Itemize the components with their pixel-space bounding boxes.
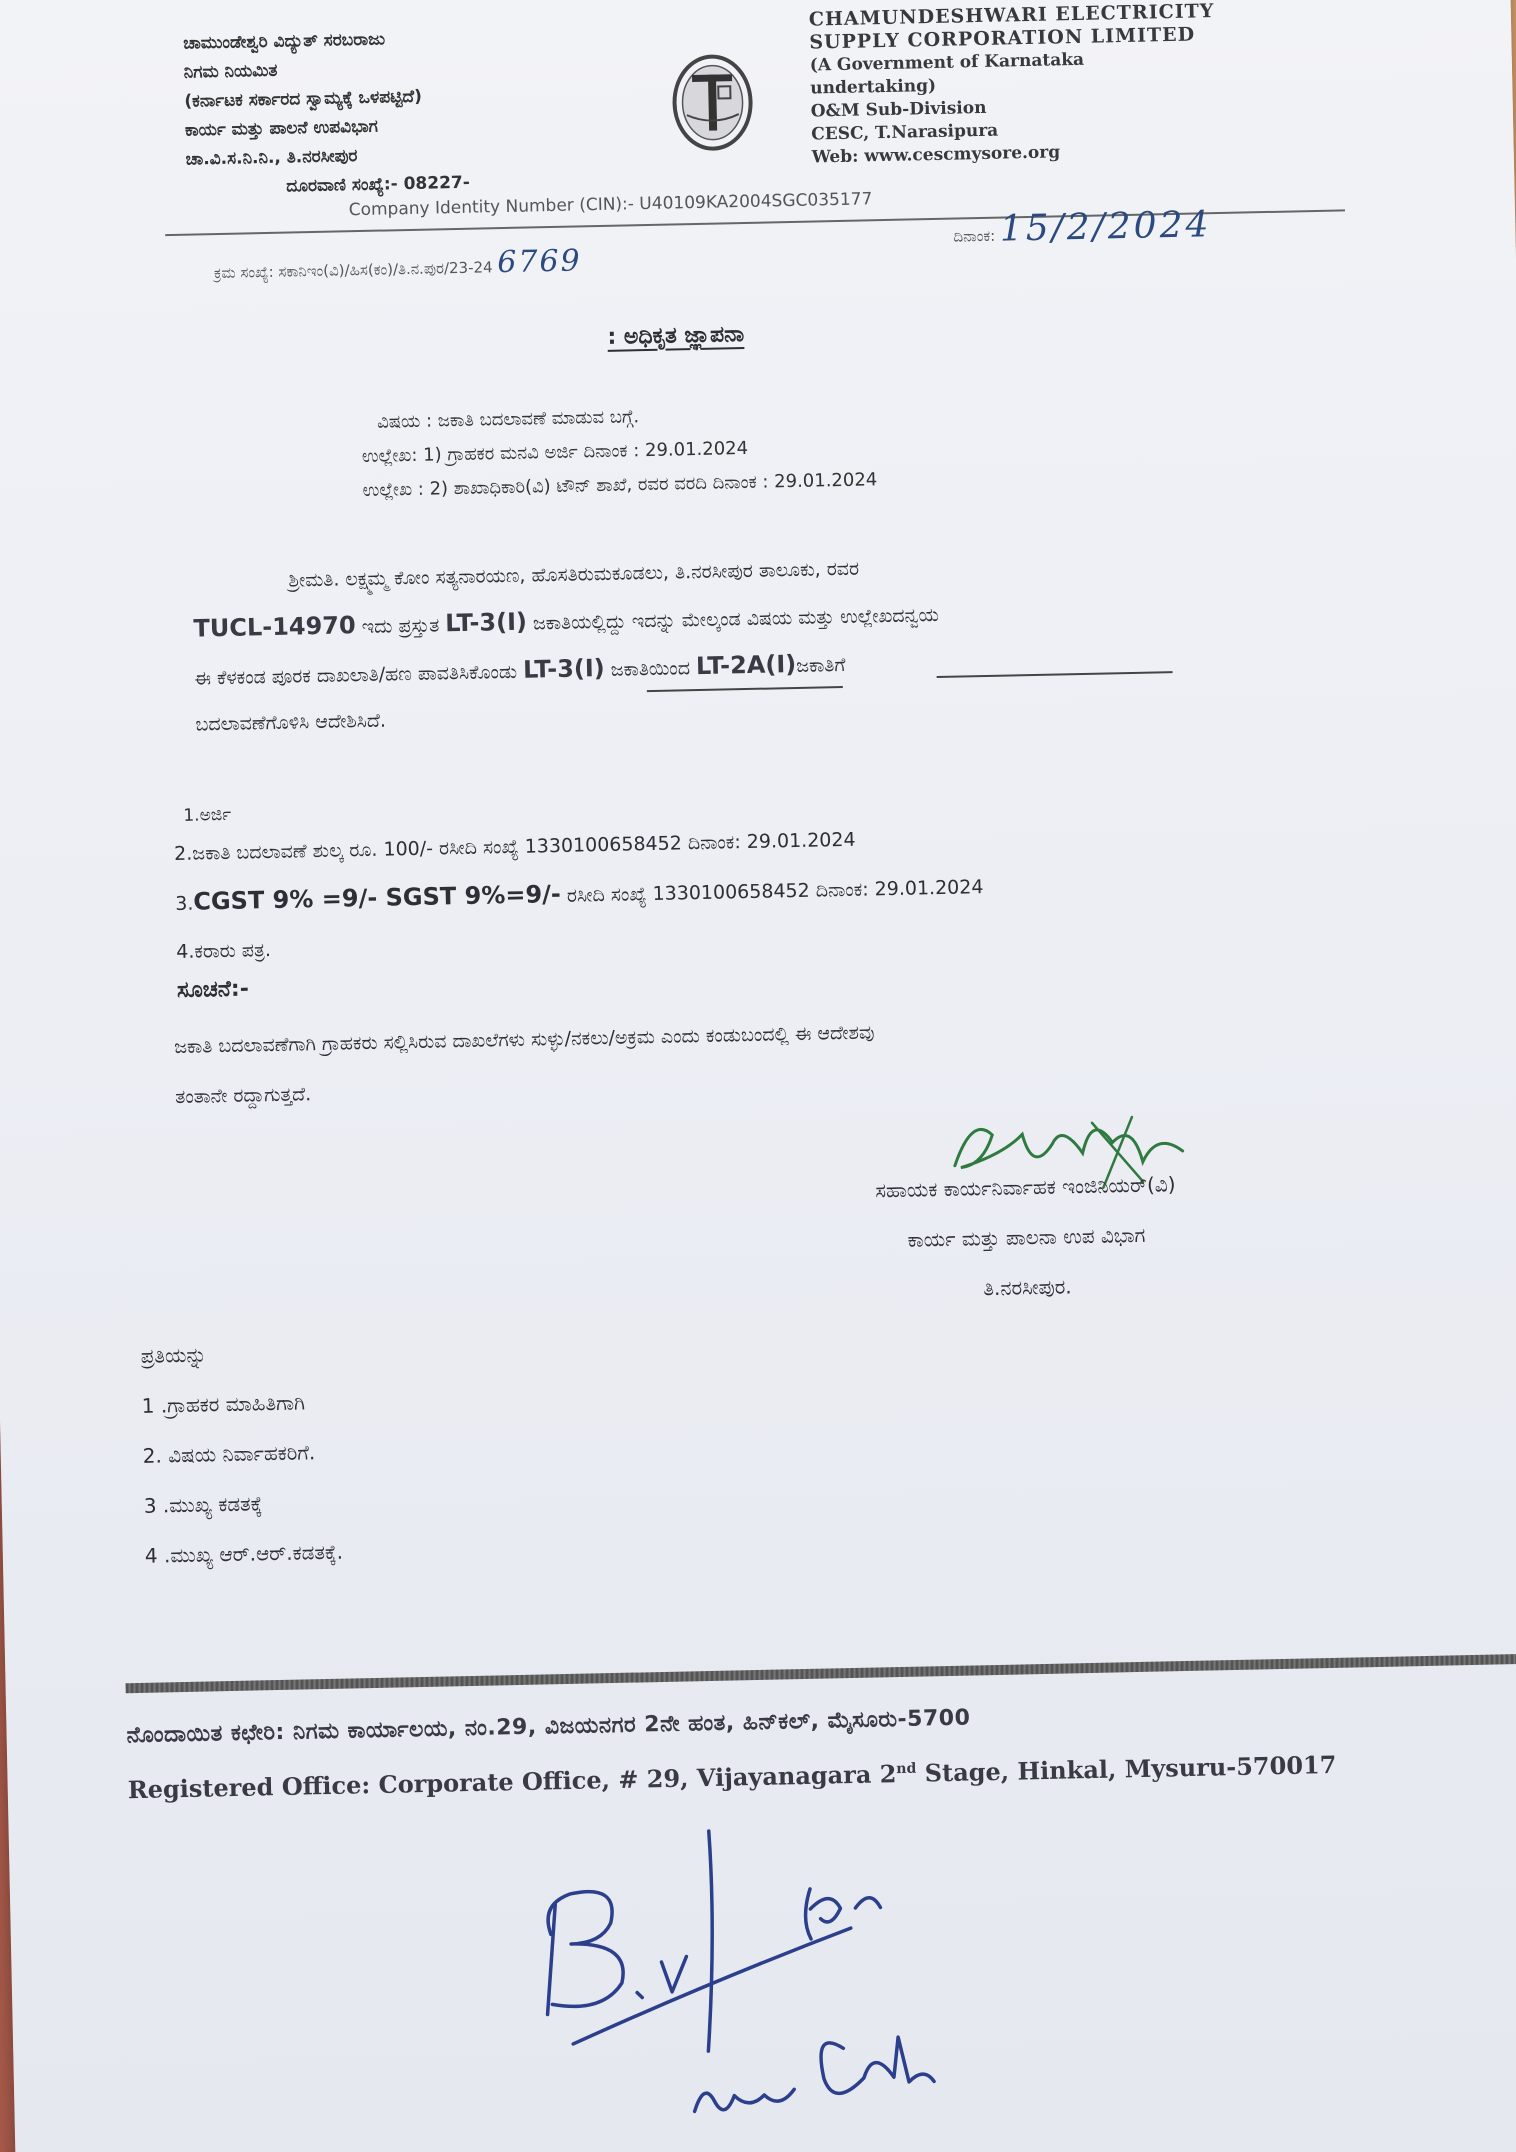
enclosure-number: 3. (174, 892, 194, 916)
copy-item: 2. ವಿಷಯ ನಿರ್ವಾಹಕರಿಗೆ. (142, 1440, 316, 1468)
note-text (174, 996, 1416, 1122)
reference-2: ಉಲ್ಲೇಖ : 2) ಶಾಖಾಧಿಕಾರಿ(ವಿ) ಟೌನ್ ಶಾಖೆ, ರವರ ವರದಿ ದಿನಾಂಕ : 29.01.2024 (362, 469, 878, 502)
kannada-letterhead-line: ಚಾಮುಂಡೇಶ್ವರಿ ವಿದ್ಯುತ್ ಸರಬರಾಜು (183, 29, 386, 54)
note-heading: ಸೂಚನೆ:- (176, 976, 250, 1004)
handwritten-signature (508, 1804, 1075, 2146)
copies-list (140, 1327, 343, 1581)
current-tariff: LT-3(I) (444, 607, 528, 638)
body-text-segment: ಜಕಾತಿಗೆ (796, 653, 846, 677)
copy-item: 3 .ಮುಖ್ಯ ಕಡತಕ್ಕೆ (143, 1491, 263, 1518)
english-letterhead-line: CESC, T.Narasipura (811, 120, 999, 145)
handwritten-reference-number: 6769 (496, 243, 583, 281)
kannada-letterhead-line: ಕಾರ್ಯ ಮತ್ತು ಪಾಲನೆ ಉಪವಿಭಾಗ (184, 116, 379, 141)
enclosures-list (173, 785, 985, 976)
officer-line: ತಿ.ನರಸೀಪುರ. (983, 1274, 1072, 1301)
kannada-letterhead-line: (ಕರ್ನಾಟಕ ಸರ್ಕಾರದ ಸ್ವಾಮ್ಯಕ್ಕೆ ಒಳಪಟ್ಟಿದೆ) (184, 86, 423, 112)
enclosure-text: ರಸೀದಿ ಸಂಖ್ಯೆ 1330100658452 ದಿನಾಂಕ: 29.01.2024 (560, 876, 984, 907)
registered-office-english (127, 1750, 1336, 1804)
english-letterhead (809, 0, 1218, 169)
enclosure-item: 2.ಜಕಾತಿ ಬದಲಾವಣೆ ಶುಲ್ಕ ರೂ. 100/- ರಸೀದಿ ಸಂಖ್ಯೆ 1330100658452 ದಿನಾಂಕ: 29.01.2024 (173, 828, 856, 866)
to-tariff: LT-2A(I) (695, 649, 797, 681)
kannada-letterhead (183, 24, 470, 204)
reference-label: ಕ್ರಮ ಸಂಖ್ಯೆ: ಸಕಾನಿಇಂ(ವಿ)/ಹಿಸ(ಕಂ)/ತಿ.ನ.ಪುರ/23-24 (213, 258, 493, 283)
document-title: : ಅಧಿಕೃತ ಜ್ಞಾಪನಾ (607, 321, 745, 350)
body-paragraph (192, 534, 1396, 747)
registered-office-kannada: ನೊಂದಾಯಿತ ಕಛೇರಿ: ನಿಗಮ ಕಾರ್ಯಾಲಯ, ನಂ.29, ವಿಜಯನಗರ 2ನೇ ಹಂತ, ಹಿನ್‌ಕಲ್, ಮೈಸೂರು-5700 (126, 1705, 971, 1749)
subject-block (361, 395, 878, 508)
body-line: ಬದಲಾವಣೆಗೊಳಿಸಿ ಆದೇಶಿಸಿದೆ. (195, 709, 387, 736)
officer-line: ಸಹಾಯಕ ಕಾರ್ಯನಿರ್ವಾಹಕ ಇಂಜಿನಿಯರ್(ವಿ) (875, 1172, 1176, 1203)
reference-row (214, 243, 582, 286)
cesc-logo-icon (670, 52, 756, 154)
from-tariff: LT-3(I) (522, 653, 606, 684)
officer-line: ಕಾರ್ಯ ಮತ್ತು ಪಾಲನಾ ಉಪ ವಿಭಾಗ (907, 1222, 1146, 1252)
body-line: ಶ್ರೀಮತಿ. ಲಕ್ಷ್ಮಮ್ಮ ಕೋಂ ಸತ್ಯನಾರಯಣ, ಹೊಸತಿರುಮಕೂಡಲು, ತಿ.ನರಸೀಪುರ ತಾಲೂಕು, ರವರ (288, 557, 860, 592)
reference-1: ಉಲ್ಲೇಖ: 1) ಗ್ರಾಹಕರ ಮನವಿ ಅರ್ಜಿ ದಿನಾಂಕ : 29.01.2024 (361, 437, 749, 468)
officer-designation (875, 1159, 1178, 1315)
account-number: TUCL-14970 (193, 611, 356, 643)
english-letterhead-line: SUPPLY CORPORATION LIMITED (809, 23, 1196, 54)
english-letterhead-line: O&M Sub-Division (810, 97, 987, 122)
english-letterhead-line: Web: www.cescmysore.org (811, 142, 1061, 168)
registered-office-text: Stage, Hinkal, Mysuru-570017 (916, 1749, 1337, 1788)
copy-item: 4 .ಮುಖ್ಯ ಆರ್.ಆರ್.ಕಡತಕ್ಕೆ. (144, 1539, 344, 1568)
body-text-segment: ಇದು ಪ್ರಸ್ತುತ (355, 614, 446, 639)
body-text-segment: ಜಕಾತಿಯಿಂದ (604, 657, 697, 681)
note-line: ಜಕಾತಿ ಬದಲಾವಣೆಗಾಗಿ ಗ್ರಾಹಕರು ಸಲ್ಲಿಸಿರುವ ದಾಖಲೆಗಳು ಸುಳ್ಳು/ನಕಲು/ಅಕ್ರಮ ಎಂದು ಕಂಡುಬಂದಲ್ಲಿ ಈ ಆದೇಶವು (173, 1021, 875, 1059)
body-text-segment: ಜಕಾತಿಯಲ್ಲಿದ್ದು ಇದನ್ನು ಮೇಲ್ಕಂಡ ವಿಷಯ ಮತ್ತು ಉಲ್ಲೇಖದನ್ವಯ (526, 603, 940, 635)
body-text-segment: ಈ ಕೆಳಕಂಡ ಪೂರಕ ದಾಖಲಾತಿ/ಹಣ ಪಾವತಿಸಿಕೊಂಡು (194, 660, 524, 690)
kannada-letterhead-line: ಚಾ.ವಿ.ಸ.ನಿ.ನಿ., ತಿ.ನರಸೀಪುರ (185, 146, 358, 170)
english-letterhead-line: CHAMUNDESHWARI ELECTRICITY (808, 0, 1215, 31)
ordinal-suffix: nd (896, 1760, 917, 1778)
handwritten-date: 15/2/2024 (999, 204, 1212, 250)
kannada-letterhead-line: ದೂರವಾಣಿ ಸಂಖ್ಯೆ:- 08227- (286, 172, 471, 197)
enclosure-item: 1.ಅರ್ಜಿ (183, 804, 232, 826)
copies-heading: ಪ್ರತಿಯನ್ನು (140, 1342, 207, 1368)
gst-amount: CGST 9% =9/- SGST 9%=9/- (193, 879, 562, 916)
footer-divider (126, 1654, 1516, 1693)
date-row (953, 204, 1212, 250)
note-line: ತಂತಾನೇ ರದ್ದಾಗುತ್ತದೆ. (175, 1083, 312, 1109)
enclosure-item: 4.ಕರಾರು ಪತ್ರ. (176, 939, 272, 964)
date-label: ದಿನಾಂಕ: (953, 226, 996, 246)
document-sheet (1, 0, 1515, 2145)
copy-item: 1 .ಗ್ರಾಹಕರ ಮಾಹಿತಿಗಾಗಿ (141, 1390, 306, 1418)
company-cin: Company Identity Number (CIN):- U40109KA2004SGC035177 (348, 189, 873, 221)
english-letterhead-line: undertaking) (810, 75, 937, 99)
kannada-letterhead-line: ನಿಗಮ ನಿಯಮಿತ (183, 60, 278, 83)
subject-line: ವಿಷಯ : ಜಕಾತಿ ಬದಲಾವಣೆ ಮಾಡುವ ಬಗ್ಗೆ. (376, 406, 640, 433)
english-letterhead-line: (A Government of Karnataka (809, 49, 1085, 76)
registered-office-text: Registered Office: Corporate Office, # 29, Vijayanagara 2 (127, 1759, 897, 1805)
